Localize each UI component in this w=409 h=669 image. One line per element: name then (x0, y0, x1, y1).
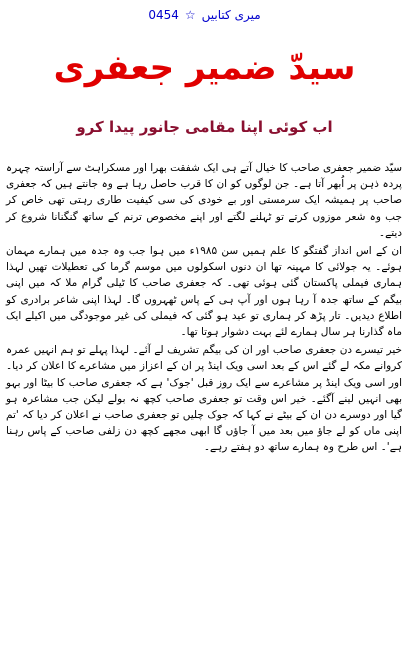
book-label: میری کتابیں (201, 8, 261, 22)
page-number: 0454 (148, 8, 179, 22)
paragraph-3: خیر تیسرے دن جعفری صاحب اور ان کی بیگم تشریف لے آئے۔ لہذا پہلے تو ہم انہیں عمرہ کروانے مکہ لے گئے اس کے بعد اسی ویک اینڈ پر ان کے اعزاز میں مشاعرے کا اعلان کر دیا۔ اور اسی ویک اینڈ پر مشاعرے سے ایک روز قبل 'جوک' ہے کہ جعفری صاحب کا بیٹا اور بہو بھی انہیں لینے آگئے۔ خیر اس وقت تو جعفری صاحب کچھ نہ بولے لیکن جب مشاعرہ ہو گیا اور دوسرے دن ان کے بیٹے نے کہا کہ جوک چلیں تو جعفری صاحب نے اعلان کر دیا کہ 'تم اپنی ماں کو لے جاؤ میں بعد میں آ جاؤں گا ابھی مجھے کچھ دن زلفی صاحب کے پاس رہنا ہے'۔ اس طرح وہ ہمارے ساتھ دو ہفتے رہے۔ (6, 344, 402, 454)
star-icon: ☆ (184, 8, 196, 22)
paragraph-1: سیّد ضمیر جعفری صاحب کا خیال آتے ہی ایک شفقت بھرا اور مسکراہٹ سے آراستہ چہرہ پردہ ذہن پر اُبھر آتا ہے۔ جن لوگوں کو ان کا قرب حاصل رہا ہے وہ جانتے ہیں کہ جعفری صاحب پر ہمیشہ ایک سرمستی اور بے خودی کی سی کیفیت طاری رہتی تھی خاص کر جب وہ شعر موزوں کرتے تو ٹہلنے لگتے اور اپنے مخصوص ترنم کے ساتھ گنگنانا شروع کر دیتے۔ (6, 162, 402, 239)
article-subtitle: اب کوئی اپنا مقامی جانور پیدا کرو (76, 118, 333, 136)
author-title: سیدّ ضمیر جعفری (53, 48, 356, 88)
book-header (0, 2, 409, 28)
article-body (6, 160, 402, 458)
paragraph-2: ان کے اس انداز گفتگو کا علم ہمیں سن ۱۹۸۵ء میں ہوا جب وہ جدہ میں ہمارے مہمان ہوئے۔ یہ جولائی کا مہینہ تھا ان دنوں اسکولوں میں موسم گرما کی تعطیلات تھیں لہذا ہماری فیملی پاکستان گئی ہوئی تھی۔ کہ جعفری صاحب کا ٹیلی گرام ملا کہ میں اپنی بیگم کے ساتھ جدہ آ رہا ہوں اور آپ ہی کے پاس ٹھہروں گا۔ لہذا اپنی شاعر برادری کو اطلاع دیدیں۔ تار پڑھ کر ہماری تو عید ہو گئی کہ فیملی کی غیر موجودگی میں اکیلے ایک ماہ گذارنا ہر سال ہمارے لئے بہت دشوار ہوتا تھا۔ (6, 245, 402, 339)
